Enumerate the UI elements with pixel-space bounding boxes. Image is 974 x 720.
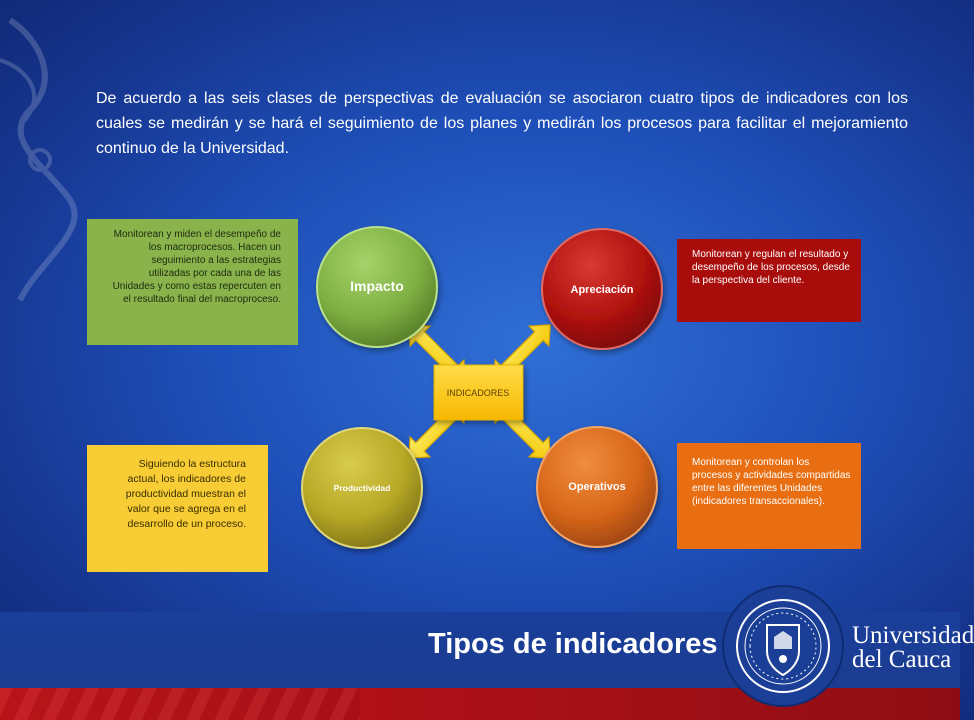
note-productividad: Siguiendo la estructura actual, los indicadores de productividad muestran el valor que se agrega en el desarrollo de un proceso.	[87, 445, 268, 572]
center-label: INDICADORES	[446, 388, 510, 398]
node-label-operativos: Operativos	[568, 481, 626, 493]
slide-title: Tipos de indicadores	[428, 628, 718, 660]
center-box	[434, 365, 523, 420]
node-apreciacion	[542, 229, 662, 349]
university-wordmark	[852, 624, 974, 672]
university-seal-icon	[722, 585, 844, 707]
brand-line-2: del Cauca	[852, 646, 952, 673]
node-label-apreciacion: Apreciación	[570, 284, 634, 296]
note-impacto: Monitorean y miden el desempeño de los macroprocesos. Hacen un seguimiento a las estrategias utilizadas por cada una de las Unidades y como estas repercuten en el resultado final del macroproceso.	[87, 219, 298, 345]
node-operativos	[537, 427, 657, 547]
node-label-productividad: Productividad	[333, 483, 391, 493]
intro-paragraph: De acuerdo a las seis clases de perspectivas de evaluación se asociaron cuatro tipos de indicadores con los cuales se medirán y se hará el seguimiento de los planes y medirán los procesos para facilitar el mejoramiento continuo de la Universidad.	[96, 90, 908, 157]
brand-line-1: Universidad	[852, 622, 974, 649]
node-productividad	[302, 428, 422, 548]
node-impacto	[317, 227, 437, 347]
note-apreciacion: Monitorean y regulan el resultado y desempeño de los procesos, desde la perspectiva del cliente.	[677, 239, 861, 322]
note-operativos: Monitorean y controlan los procesos y actividades compartidas entre las diferentes Unidades (indicadores transaccionales).	[677, 443, 861, 549]
node-label-impacto: Impacto	[350, 278, 404, 294]
